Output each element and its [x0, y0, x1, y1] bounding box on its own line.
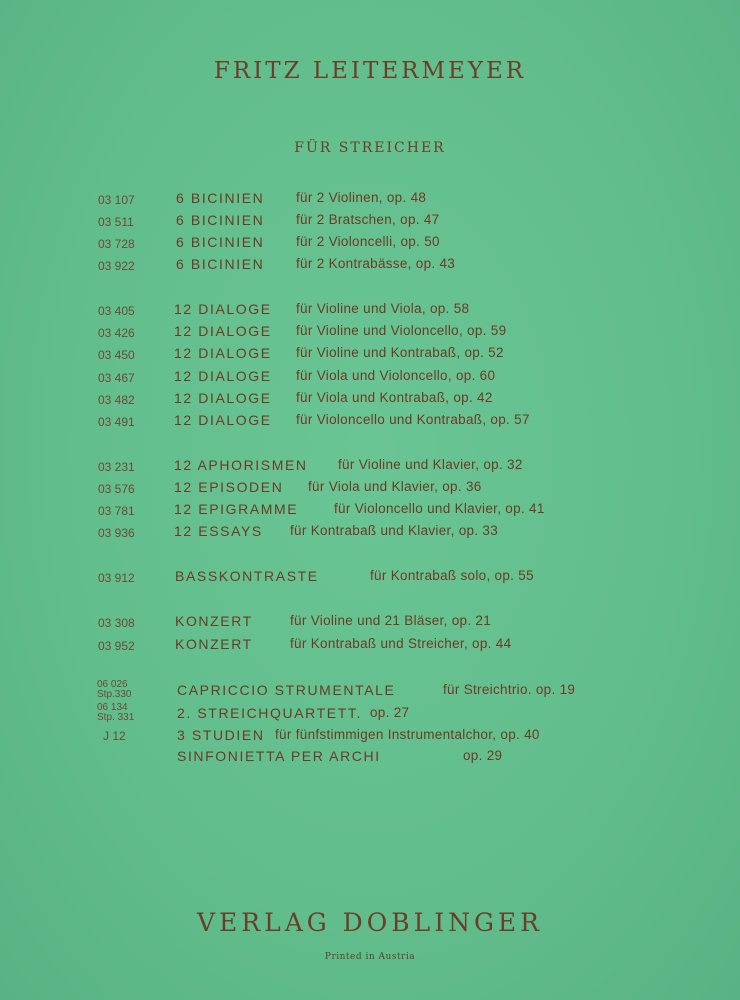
catalog-number: 03 450 [98, 348, 135, 362]
work-title: 12 DIALOGE [174, 368, 272, 384]
catalog-number: 06 026 [97, 679, 128, 690]
work-description: für Kontrabaß und Klavier, op. 33 [290, 523, 499, 538]
catalog-entry [0, 523, 740, 545]
catalog-number: 03 728 [98, 237, 135, 251]
catalog-entry [0, 703, 740, 725]
catalog-number: 03 511 [98, 215, 134, 229]
work-description: für 2 Bratschen, op. 47 [296, 212, 440, 227]
catalog-entry [0, 613, 740, 635]
catalog-entry [0, 680, 740, 702]
catalog-number: 03 576 [98, 482, 135, 496]
catalog-entry [0, 390, 740, 412]
work-title: 12 EPISODEN [174, 479, 284, 495]
work-title: 6 BICINIEN [176, 256, 265, 272]
catalog-entry [0, 412, 740, 434]
work-title: KONZERT [175, 636, 253, 652]
work-description: op. 27 [370, 705, 410, 720]
work-title: 3 STUDIEN [177, 727, 265, 743]
work-title: BASSKONTRASTE [175, 568, 319, 584]
study-score-number: Stp. 331 [97, 712, 135, 723]
work-description: für Violine und Kontrabaß, op. 52 [296, 345, 504, 360]
work-title: 6 BICINIEN [176, 190, 265, 206]
work-description: für Violine und Violoncello, op. 59 [296, 323, 507, 338]
work-title: 12 DIALOGE [174, 390, 272, 406]
work-description: für Violine und Klavier, op. 32 [338, 457, 523, 472]
catalog-entry [0, 636, 740, 658]
catalog-number: 03 107 [98, 193, 135, 207]
catalog-number: 06 134 [97, 702, 128, 713]
catalog-number-stack [97, 703, 159, 723]
work-description: für 2 Violoncelli, op. 50 [296, 234, 440, 249]
catalog-entry [0, 256, 740, 278]
publisher-name: VERLAG DOBLINGER [196, 908, 543, 937]
catalog-number: 03 308 [98, 616, 135, 630]
work-title: KONZERT [175, 613, 253, 629]
work-description: für Viola und Klavier, op. 36 [308, 479, 482, 494]
catalog-number: 03 781 [98, 504, 135, 518]
study-score-number: Stp.330 [97, 689, 132, 700]
composer-name: FRITZ LEITERMEYER [213, 58, 527, 84]
work-title: 12 EPIGRAMME [174, 501, 299, 517]
work-description: für Kontrabaß solo, op. 55 [370, 568, 534, 583]
catalog-entry [0, 726, 740, 748]
work-description: für Viola und Kontrabaß, op. 42 [296, 390, 493, 405]
catalog-entry [0, 748, 740, 770]
work-title: 12 DIALOGE [174, 345, 272, 361]
work-description: für fünfstimmigen Instrumentalchor, op. 40 [275, 727, 540, 742]
catalog-number: 03 467 [98, 371, 135, 385]
work-title: 12 DIALOGE [174, 301, 272, 317]
work-description: für Violine und Viola, op. 58 [296, 301, 470, 316]
work-title: 12 DIALOGE [174, 412, 272, 428]
catalog-number: 03 952 [98, 639, 135, 653]
catalog-number: 03 922 [98, 259, 135, 273]
catalog-entry [0, 568, 740, 590]
catalog-number: 03 482 [98, 393, 135, 407]
work-description: für 2 Kontrabässe, op. 43 [296, 256, 456, 271]
work-title: 6 BICINIEN [176, 234, 265, 250]
catalog-number: 03 231 [98, 460, 135, 474]
work-description: für Kontrabaß und Streicher, op. 44 [290, 636, 512, 651]
catalog-number: 03 491 [98, 415, 135, 429]
printed-in-note: Printed in Austria [324, 952, 416, 962]
catalog-entry [0, 479, 740, 501]
work-description: für 2 Violinen, op. 48 [296, 190, 427, 205]
catalog-entry [0, 323, 740, 345]
work-title: CAPRICCIO STRUMENTALE [177, 682, 396, 698]
catalog-subtitle: FÜR STREICHER [294, 140, 446, 156]
work-title: 12 DIALOGE [174, 323, 272, 339]
catalog-entry [0, 190, 740, 212]
catalog-entry [0, 301, 740, 323]
catalog-entry [0, 345, 740, 367]
work-title: 2. STREICHQUARTETT. [177, 705, 362, 721]
work-title: 12 ESSAYS [174, 523, 263, 539]
work-title: SINFONIETTA PER ARCHI [177, 748, 381, 764]
catalog-entry [0, 212, 740, 234]
work-description: op. 29 [463, 748, 503, 763]
work-title: 6 BICINIEN [176, 212, 265, 228]
catalog-entry [0, 501, 740, 523]
work-description: für Violoncello und Klavier, op. 41 [334, 501, 545, 516]
work-description: für Viola und Violoncello, op. 60 [296, 368, 496, 383]
catalog-entry [0, 234, 740, 256]
catalog-number: 03 426 [98, 326, 135, 340]
work-description: für Violine und 21 Bläser, op. 21 [290, 613, 492, 628]
catalog-number: 03 936 [98, 526, 135, 540]
work-description: für Violoncello und Kontrabaß, op. 57 [296, 412, 530, 427]
catalog-number-stack [97, 680, 159, 700]
catalog-entry [0, 457, 740, 479]
catalog-number: 03 405 [98, 304, 135, 318]
catalog-entry [0, 368, 740, 390]
work-description: für Streichtrio. op. 19 [443, 682, 576, 697]
catalog-number: J 12 [103, 729, 126, 743]
catalog-number: 03 912 [98, 571, 135, 585]
work-title: 12 APHORISMEN [174, 457, 308, 473]
